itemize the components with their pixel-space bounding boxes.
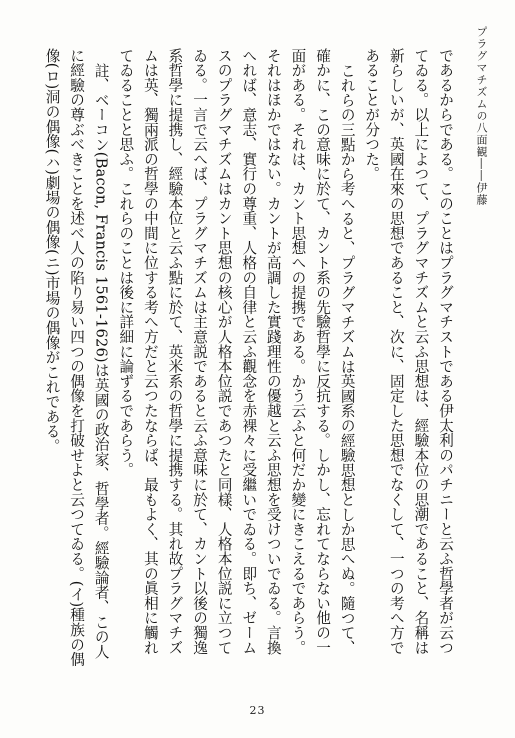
- footnote-paragraph: 註、ベーコン(Bacon, Francis 1561-1626)は英國の政治家、哲學者。經驗論者、この人に經驗の尊ぶべきことを述べ人の陷り易い四つの偶像を打破せよと云つてゐる。(イ)種族の偶像(ロ)洞の偶像(ハ)劇場の偶像(ニ)市場の偶像がこれである。: [43, 48, 110, 667]
- paragraph-1: であるからである。このことはプラグマチストである伊太利のパチニーと云ふ哲學者が云つてゐる。以上によつて、プラグマチズムと云ふ思想は、經驗本位の思潮であること、名稱は新らしいが、英國在來の思想であること、次に、固定した思想でなくして、一つの考へ方であることが分つた。: [363, 48, 454, 655]
- running-header: プラグマチズムの八面観――伊藤: [475, 26, 488, 206]
- paragraph-2: これらの三點から考へると、プラグマチズムは英國系の經驗思想としか思へぬ。隨つて、確かに、この意味に於て、カント系の先驗哲學に反抗する。しかし、忘れてならない他の一面がある。それは、カント思想への提携である。かう云ふと何だか變にきこえるであらう。それはほかではない。カントが高調した實踐理性の優越と云ふ思想を受けついでゐる。言換へれば、意志、實行の尊重、人格の自律と云ふ觀念を赤裸々に受繼いでゐる。即ち、ゼームスのプラグマチズムはカント思想の核心が人格本位説であつたと同樣、人格本位説に立つてゐる。一言で云へば、プラグマチズムは主意説であると云ふ意味に於て、カント以後の獨逸系哲學に提携し、經驗本位と云ふ點に於て、英米系の哲學に提携する。其れ故プラグマチズムは英、獨兩派の哲學の中間に位する考へ方だと云つたならば、最もよく、其の眞相に觸れてゐることと思ふ。これらのことは後に詳細に論ずるであらう。: [117, 48, 356, 655]
- body-text: [37, 48, 457, 668]
- page-number: 23: [249, 704, 266, 717]
